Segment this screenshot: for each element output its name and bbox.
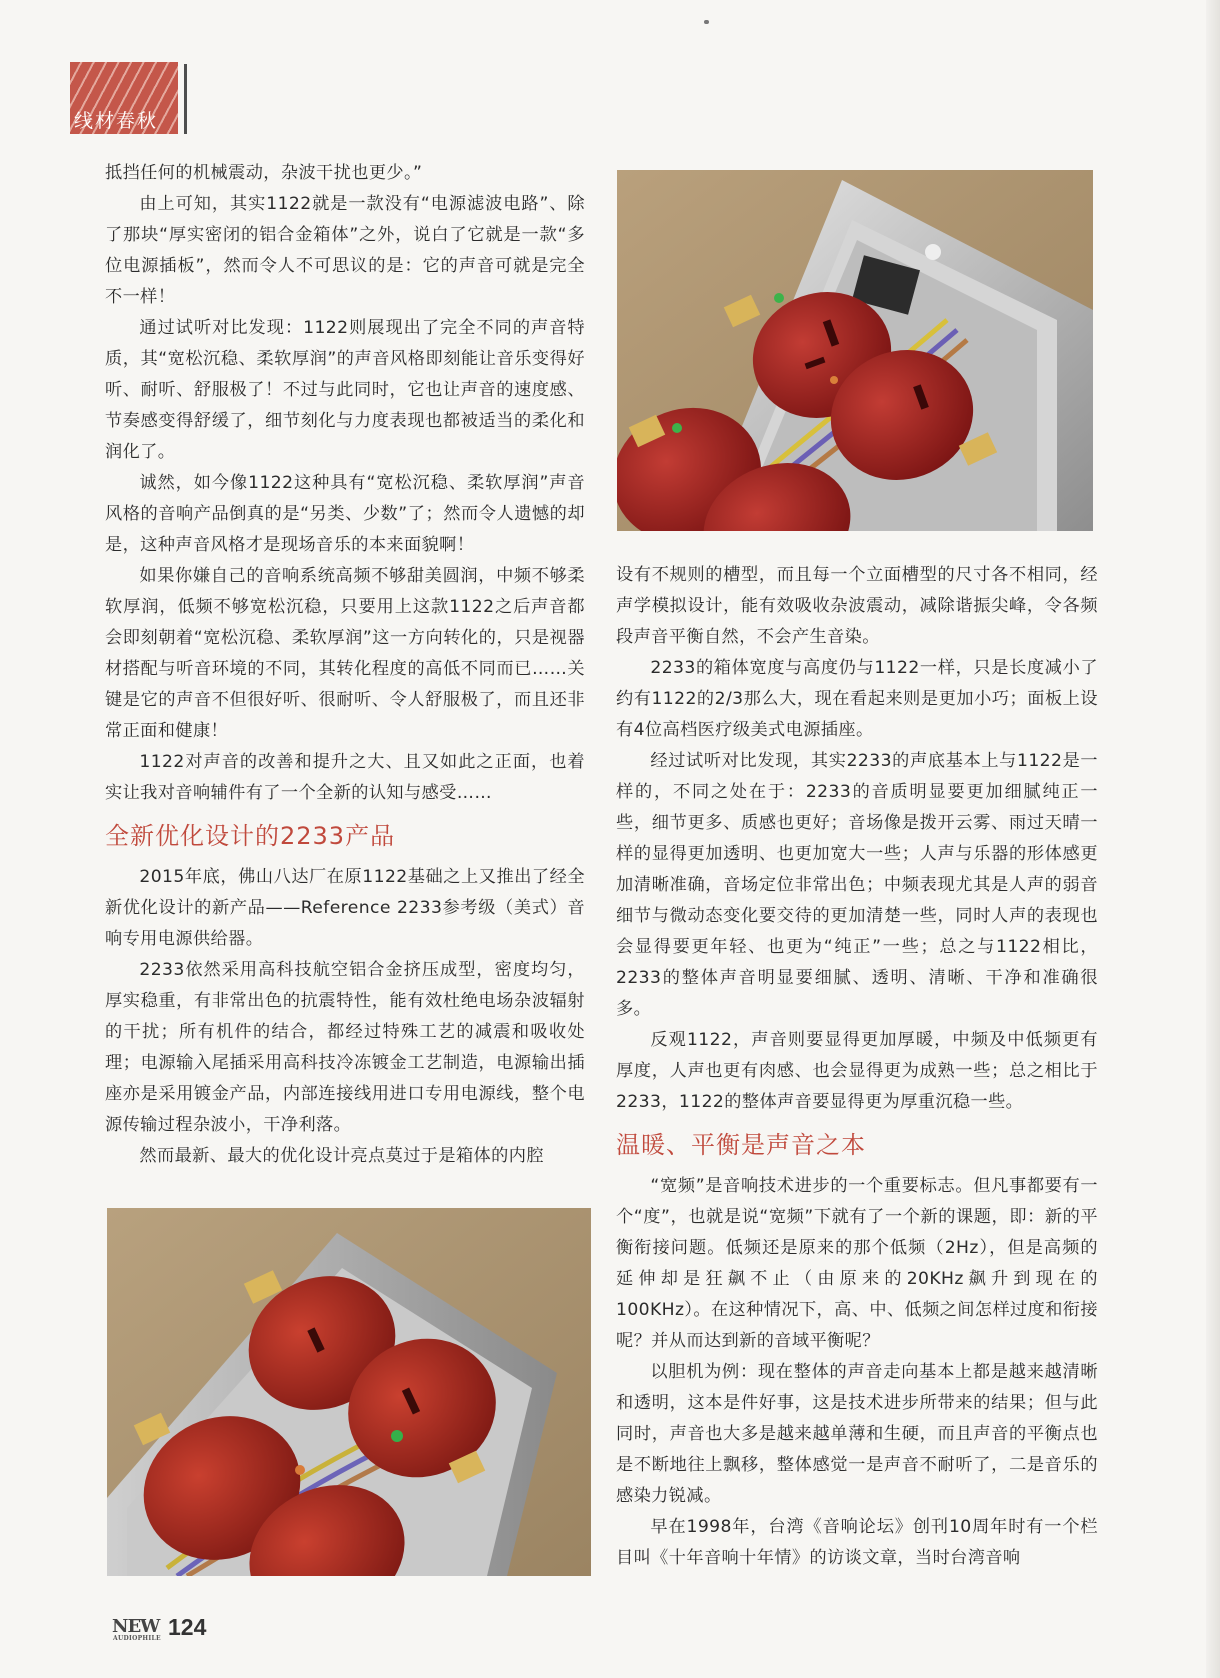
section-tag bbox=[66, 62, 186, 134]
page-number: 124 bbox=[168, 1614, 207, 1640]
paragraph: 以胆机为例：现在整体的声音走向基本上都是越来越清晰和透明，这本是件好事，这是技术进步所带来的结果；但与此同时，声音也大多是越来越单薄和生硬，而且声音的平衡点也是不断地往上飘移，整体感觉一是声音不耐听了，二是音乐的感染力锐减。 bbox=[616, 1362, 1098, 1506]
paragraph: 2233依然采用高科技航空铝合金挤压成型，密度均匀，厚实稳重，有非常出色的抗震特性，能有效杜绝电场杂波辐射的干扰；所有机件的结合，都经过特殊工艺的减震和吸收处理；电源输入尾插采用高科技冷冻镀金工艺制造，电源输出插座亦是采用镀金产品，内部连接线用进口专用电源线，整个电源传输过程杂波小，干净利落。 bbox=[105, 960, 585, 1135]
paragraph: 通过试听对比发现：1122则展现出了完全不同的声音特质，其“宽松沉稳、柔软厚润”的声音风格即刻能让音乐变得好听、耐听、舒服极了！不过与此同时，它也让声音的速度感、节奏感变得舒缓了，细节刻化与力度表现也都被适当的柔化和润化了。 bbox=[105, 318, 585, 462]
paragraph: 如果你嫌自己的音响系统高频不够甜美圆润，中频不够柔软厚润，低频不够宽松沉稳，只要用上这款1122之后声音都会即刻朝着“宽松沉稳、柔软厚润”这一方向转化的，只是视器材搭配与听音环境的不同，其转化程度的高低不同而已……关键是它的声音不但很好听、很耐听、令人舒服极了，而且还非常正面和健康！ bbox=[105, 566, 585, 741]
paragraph: 诚然，如今像1122这种具有“宽松沉稳、柔软厚润”声音风格的音响产品倒真的是“另类、少数”了；然而令人遗憾的却是，这种声音风格才是现场音乐的本来面貌啊！ bbox=[105, 473, 585, 555]
paragraph: 早在1998年，台湾《音响论坛》创刊10周年时有一个栏目叫《十年音响十年情》的访谈文章，当时台湾音响 bbox=[616, 1517, 1098, 1568]
paragraph: 然而最新、最大的优化设计亮点莫过于是箱体的内腔 bbox=[139, 1146, 544, 1166]
paragraph: 由上可知，其实1122就是一款没有“电源滤波电路”、除了那块“厚实密闭的铝合金箱体”之外，说白了它就是一款“多位电源插板”，然而令人不可思议的是：它的声音可就是完全不一样！ bbox=[105, 194, 585, 307]
right-column bbox=[616, 560, 1098, 1574]
paragraph: 1122对声音的改善和提升之大、且又如此之正面，也着实让我对音响辅件有了一个全新的认知与感受…… bbox=[105, 752, 585, 803]
page-edge bbox=[1206, 0, 1220, 1678]
paragraph: 2233的箱体宽度与高度仍与1122一样，只是长度减小了约有1122的2/3那么大，现在看起来则是更加小巧；面板上设有4位高档医疗级美式电源插座。 bbox=[616, 658, 1098, 740]
section-tag-bar bbox=[184, 64, 187, 134]
paragraph: 经过试听对比发现，其实2233的声底基本上与1122是一样的，不同之处在于：2233的音质明显要更加细腻纯正一些，细节更多、质感也更好；音场像是拨开云雾、雨过天晴一样的显得更加透明、也更加宽大一些；人声与乐器的形体感更加清晰准确，音场定位非常出色；中频表现尤其是人声的弱音细节与微动态变化要交待的更加清楚一些，同时人声的表现也会显得要更年轻、也更为“纯正”一些；总之与1122相比，2233的整体声音明显要细腻、透明、清晰、干净和准确很多。 bbox=[616, 751, 1098, 1019]
paragraph: 2015年底，佛山八达厂在原1122基础之上又推出了经全新优化设计的新产品——Reference 2233参考级（美式）音响专用电源供给器。 bbox=[105, 867, 585, 949]
magazine-logo bbox=[112, 1616, 164, 1646]
paragraph: 设有不规则的槽型，而且每一个立面槽型的尺寸各不相同，经声学模拟设计，能有效吸收杂波震动，减除谐振尖峰，令各频段声音平衡自然，不会产生音染。 bbox=[616, 565, 1098, 647]
product-photo-bottom-image bbox=[107, 1208, 591, 1576]
section-heading-balance: 温暖、平衡是声音之本 bbox=[616, 1131, 866, 1159]
product-photo-top-image bbox=[617, 170, 1093, 531]
scan-speck bbox=[704, 20, 709, 24]
left-column bbox=[105, 158, 585, 1172]
paragraph: “宽频”是音响技术进步的一个重要标志。但凡事都要有一个“度”，也就是说“宽频”下就有了一个新的课题，即：新的平衡衔接问题。低频还是原来的那个低频（2Hz），但是高频的延伸却是狂飙不止（由原来的20KHz飙升到现在的100KHz）。在这种情况下，高、中、低频之间怎样过度和衔接呢？并从而达到新的音域平衡呢？ bbox=[616, 1176, 1098, 1351]
logo-subtitle: AUDIOPHILE bbox=[113, 1635, 161, 1642]
paragraph: 抵挡任何的机械震动，杂波干扰也更少。” bbox=[105, 163, 423, 183]
section-tag-label: 线材春秋 bbox=[74, 110, 159, 132]
section-heading-2233: 全新优化设计的2233产品 bbox=[105, 822, 396, 850]
logo-wordmark: NEW bbox=[112, 1616, 160, 1637]
product-photo-bottom bbox=[107, 1208, 591, 1576]
paragraph: 反观1122，声音则要显得更加厚暖，中频及中低频更有厚度，人声也更有肉感、也会显得更为成熟一些；总之相比于2233，1122的整体声音要显得更为厚重沉稳一些。 bbox=[616, 1030, 1098, 1112]
product-photo-top bbox=[617, 170, 1093, 531]
